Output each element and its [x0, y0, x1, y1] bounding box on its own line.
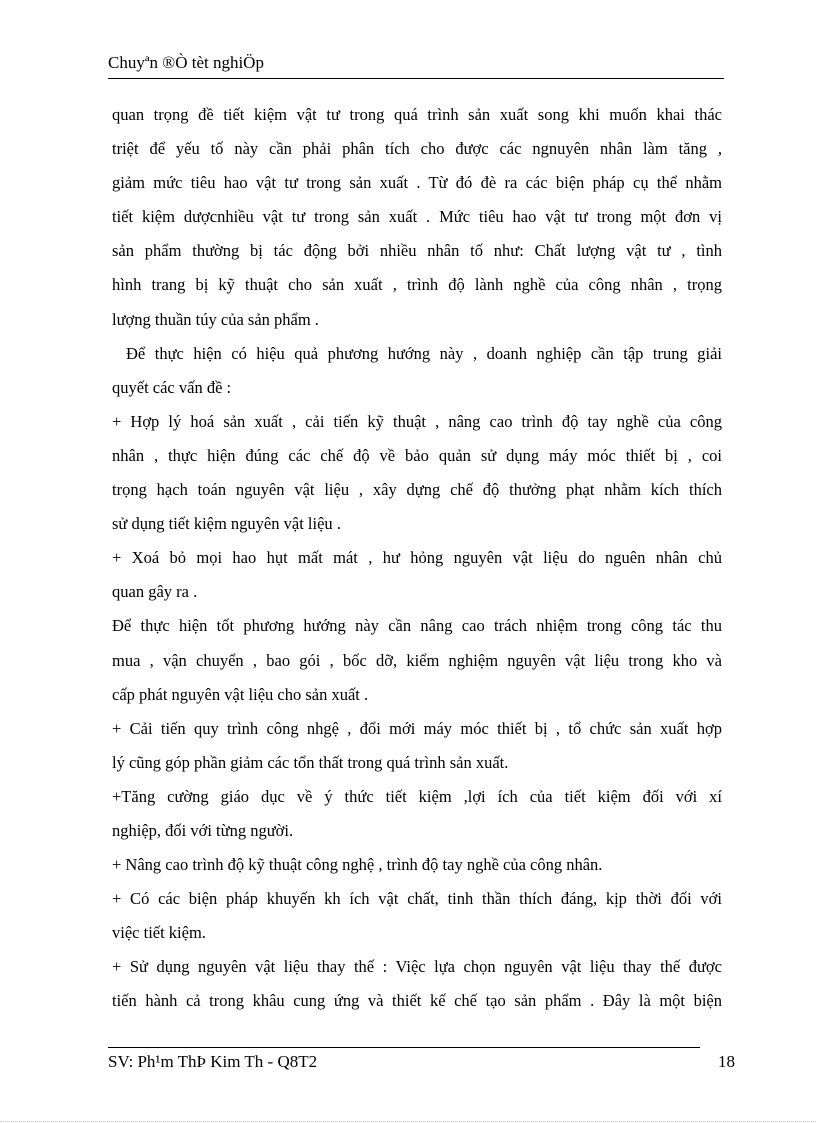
- text-line: quan gây ra .: [112, 582, 198, 602]
- page-number: 18: [718, 1052, 735, 1071]
- text-line: nhân , thực hiện đúng các chế độ về bảo quản sử dụng máy móc thiết bị , coi: [112, 445, 722, 465]
- text-line: nghiệp, đối với từng người.: [112, 820, 294, 840]
- text-line: + Xoá bỏ mọi hao hụt mất mát , hư hỏng nguyên vật liệu do nguên nhân chủ: [112, 548, 722, 568]
- text-line: triệt để yếu tố này cần phải phân tích cho được các ngnuyên nhân làm tăng ,: [112, 139, 722, 159]
- text-line: trọng hạch toán nguyên vật liệu , xây dựng chế độ thưởng phạt nhằm kích thích: [112, 480, 722, 500]
- text-line: quyết các vấn đề :: [112, 377, 232, 397]
- footer-student-info: SV: Ph¹m ThÞ Kim Th - Q8T2: [108, 1052, 318, 1071]
- text-line: + Cải tiến quy trình công nhgệ , đổi mới máy móc thiết bị , tổ chức sản xuất hợp: [112, 718, 722, 738]
- text-line: Để thực hiện tốt phương hướng này cần nâng cao trách nhiệm trong công tác thu: [112, 616, 722, 636]
- text-line: + Hợp lý hoá sản xuất , cải tiến kỹ thuật , nâng cao trình độ tay nghề của công: [112, 411, 722, 431]
- text-line: +Tăng cường giáo dục về ý thức tiết kiệm ,lợi ích của tiết kiệm đối với xí: [112, 786, 722, 806]
- text-line: + Nâng cao trình độ kỹ thuật công nghệ , trình độ tay nghề của công nhân.: [112, 855, 603, 875]
- text-line: cấp phát nguyên vật liệu cho sản xuất .: [112, 684, 369, 704]
- text-line: Để thực hiện có hiệu quả phương hướng này , doanh nghiệp cần tập trung giải: [126, 343, 722, 363]
- text-line: mua , vận chuyển , bao gói , bốc dỡ, kiểm nghiệm nguyên vật liệu trong kho và: [112, 650, 722, 670]
- footer-divider: [108, 1047, 700, 1048]
- body-text: [112, 98, 722, 1019]
- text-line: tiết kiệm dượcnhiều vật tư trong sản xuất . Mức tiêu hao vật tư trong một đơn vị: [112, 207, 722, 227]
- text-line: giảm mức tiêu hao vật tư trong sản xuất . Từ đó đè ra các biện pháp cụ thể nhằm: [112, 173, 722, 193]
- text-line: lý cũng góp phần giảm các tổn thất trong quá trình sản xuất.: [112, 752, 509, 772]
- text-line: hình trang bị kỹ thuật cho sản xuất , trình độ lành nghề của công nhân , trọng: [112, 275, 722, 295]
- page-header: Chuyªn ®Ò tèt nghiÖp: [108, 53, 264, 72]
- page-bottom-edge: [0, 1121, 816, 1122]
- text-line: sản phẩm thường bị tác động bởi nhiều nhân tố như: Chất lượng vật tư , tình: [112, 241, 722, 261]
- text-line: + Sử dụng nguyên vật liệu thay thế : Việc lựa chọn nguyên vật liệu thay thế được: [112, 957, 722, 977]
- text-line: tiến hành cả trong khâu cung ứng và thiết kế chế tạo sản phẩm . Đây là một biện: [112, 991, 722, 1011]
- text-line: quan trọng đề tiết kiệm vật tư trong quá trình sản xuất song khi muốn khai thác: [112, 105, 722, 124]
- text-line: + Có các biện pháp khuyến kh ích vật chất, tinh thần thích đáng, kịp thời đối với: [112, 889, 722, 909]
- text-line: việc tiết kiệm.: [112, 923, 206, 943]
- header-divider: [108, 78, 724, 79]
- text-line: lượng thuần túy của sản phẩm .: [112, 309, 319, 329]
- text-line: sử dụng tiết kiệm nguyên vật liệu .: [112, 514, 341, 534]
